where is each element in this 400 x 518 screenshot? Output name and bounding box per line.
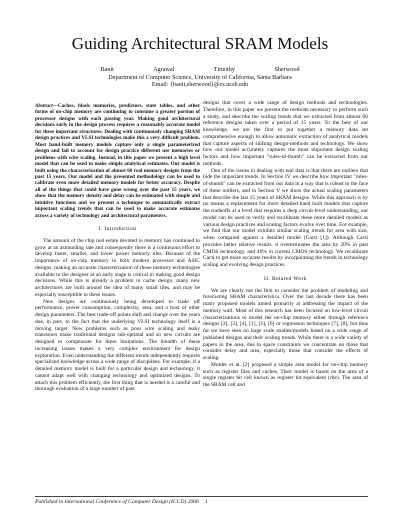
- footer-text: Published in International Conference of Computer Design (ICCD) 2006: [35, 499, 199, 505]
- paragraph: Mulder et al. [2] proposed a simple area model for on-chip memory such as register files and caches. Their model is based on the area of a single register bit cell known as register bit equivalent (rbe). The area of the SRAM cell and: [203, 361, 368, 388]
- abstract-label: Abstract—: [35, 103, 58, 109]
- paragraph: The amount of the chip real estate devoted to memory has continued to grow at an astounding rate and consequently there is a continuous effort to develop faster, smaller, and lower power memory tiles. Because of the importance of on-chip memory in both modern processor and ASIC designs, making an accurate characterization of those memory technologies available to the designer at an early stage is critical in making good design decisions. While this is already a problem in cache design, many new architectures are built around the idea of many small tiles, and may be especially susceptible to these issues.: [35, 237, 200, 298]
- abstract: [35, 103, 200, 219]
- paragraph: designs that cover a wide range of design methods and technologies. Therefore, in this paper we present the methods necessary to perform such a study, and describe the scaling trends that we extracted from almost 60 reference designs taken over a period of 15 years. To the best of our knowledge, we are the first to put together a memory data set comprehensive enough to allow automatic extraction of analytical models that capture aspects of shifting design-methods and technology. We show how our model accurately captures the most important design scaling factors and how important "rules-of-thumb" can be extracted from our methods.: [203, 100, 368, 167]
- paragraph: We are clearly not the first to consider the problem of modeling and forecasting SRAM characteristics. Over the last decade there has been many proposed models aimed primarily at addressing the impact of the memory wall. Most of this research has been focused on low-level circuit characterizations to model the on-chip memory either through reference designs [2], [3], [4], [1], [5], [6] or regression techniques [7], [8], but thus far we have seen no large scale studies/models based on a wide range of published designs and their scaling trends. While there is a wide variety of papers in the area, due to space constraints we concentrate on those that consider delay and area, especially those that consider the effects of scaling.: [203, 287, 368, 361]
- section-heading-introduction: I. Introduction: [98, 226, 137, 233]
- author-block: [0, 66, 400, 89]
- affiliation: Department of Computer Science, University of California, Santa Barbara: [108, 73, 292, 81]
- paragraph: New designs are continuously being developed to trade off performance, power consumption, complexity, area, and a host of other design parameters. The best trade-off points shift and change over the years due, in part, to the fact that the underlying VLSI technology itself is a moving target. New problems such as poor wire scaling and leaky transistors make traditional designs sub-optimal and so new circuits are designed to compensate for these limitations. The breadth of these increasing issues makes a very complex environment for design exploration. Even understanding the different trends independently requires specialized knowledge across a wide range of disciplines. For example, if a detailed memory model is built for a particular design and technology, it cannot adapt well with changing technology and optimized designs. To attach this problem efficiently, the first thing that is needed is a careful and thorough evaluation of a large number of past: [35, 298, 200, 393]
- author-names: Banit Agrawal Timothy Sherwood: [100, 66, 300, 73]
- footer-divider: [35, 496, 368, 497]
- footer: [35, 499, 368, 506]
- paper-title: Guiding Architectural SRAM Models: [71, 34, 329, 53]
- abstract-text: Caches, block memories, predictors, state tables, and other forms of on-chip memory are continuing to consume a greater portion of processor designs with each passing year. Making good architectural decisions early in the design process requires a reasonably accurate model for these important structures. Dealing with continuously changing SRAM design practices and VLSI technologies make this a very difficult problem. Most hand-built memory models capture only a single parameterized design and fail to account for design practice different use memories or problems with wire scaling. Instead, in this paper we present a high level model that can be used to make simple analytical estimates. Our model is built using the characterization of almost 60 real memory designs from the past 15 years. Our model and the presented methodology can be used to calibrate even more detailed memory models for better accuracy. Despite all of the things that could have gone wrong over the past 15 years, we show that the memory density and delay can be estimated with simple and intuitive functions and we present a technique to automatically extract important scaling trends that can be used to make accurate estimates across a variety of technology and architectural parameters.: [35, 103, 200, 219]
- email: Email: {banit,sherwood}@cs.ucsb.edu: [151, 81, 249, 89]
- section-heading-related-work: II. Related Work: [264, 275, 307, 282]
- right-column: [203, 100, 368, 389]
- paragraph: One of the issues in dealing with real data is that there are outliers that hide the important trends. In Section IV we describe how important "rules-of-thumb" can be extracted from our data in a way that is robust in the face of these outliers, and in Section V we show the actual scaling parameters that describe the last 15 years of SRAM designs. While this approach is by no means a replacement for more detailed hand built models that capture the tradeoffs at a level that requires a deep circuit-level understanding, our model can be used to verify and recalibrate these more detailed models as various design practices and scaling factors evolve over time. For example, we find that our model exhibits similar scaling trends for area with size, when compared against a detailed model (Cacti [1]). Although Cacti provides better relative results, it overestimates the area by 20% in past CMOS technology, and 40% in current CMOS technology. We recalibrate Cacti to get more accurate results by incorporating the trends in technology scaling and evolving design practices.: [203, 167, 368, 268]
- page-number: 1: [204, 499, 208, 505]
- left-column: [35, 103, 200, 393]
